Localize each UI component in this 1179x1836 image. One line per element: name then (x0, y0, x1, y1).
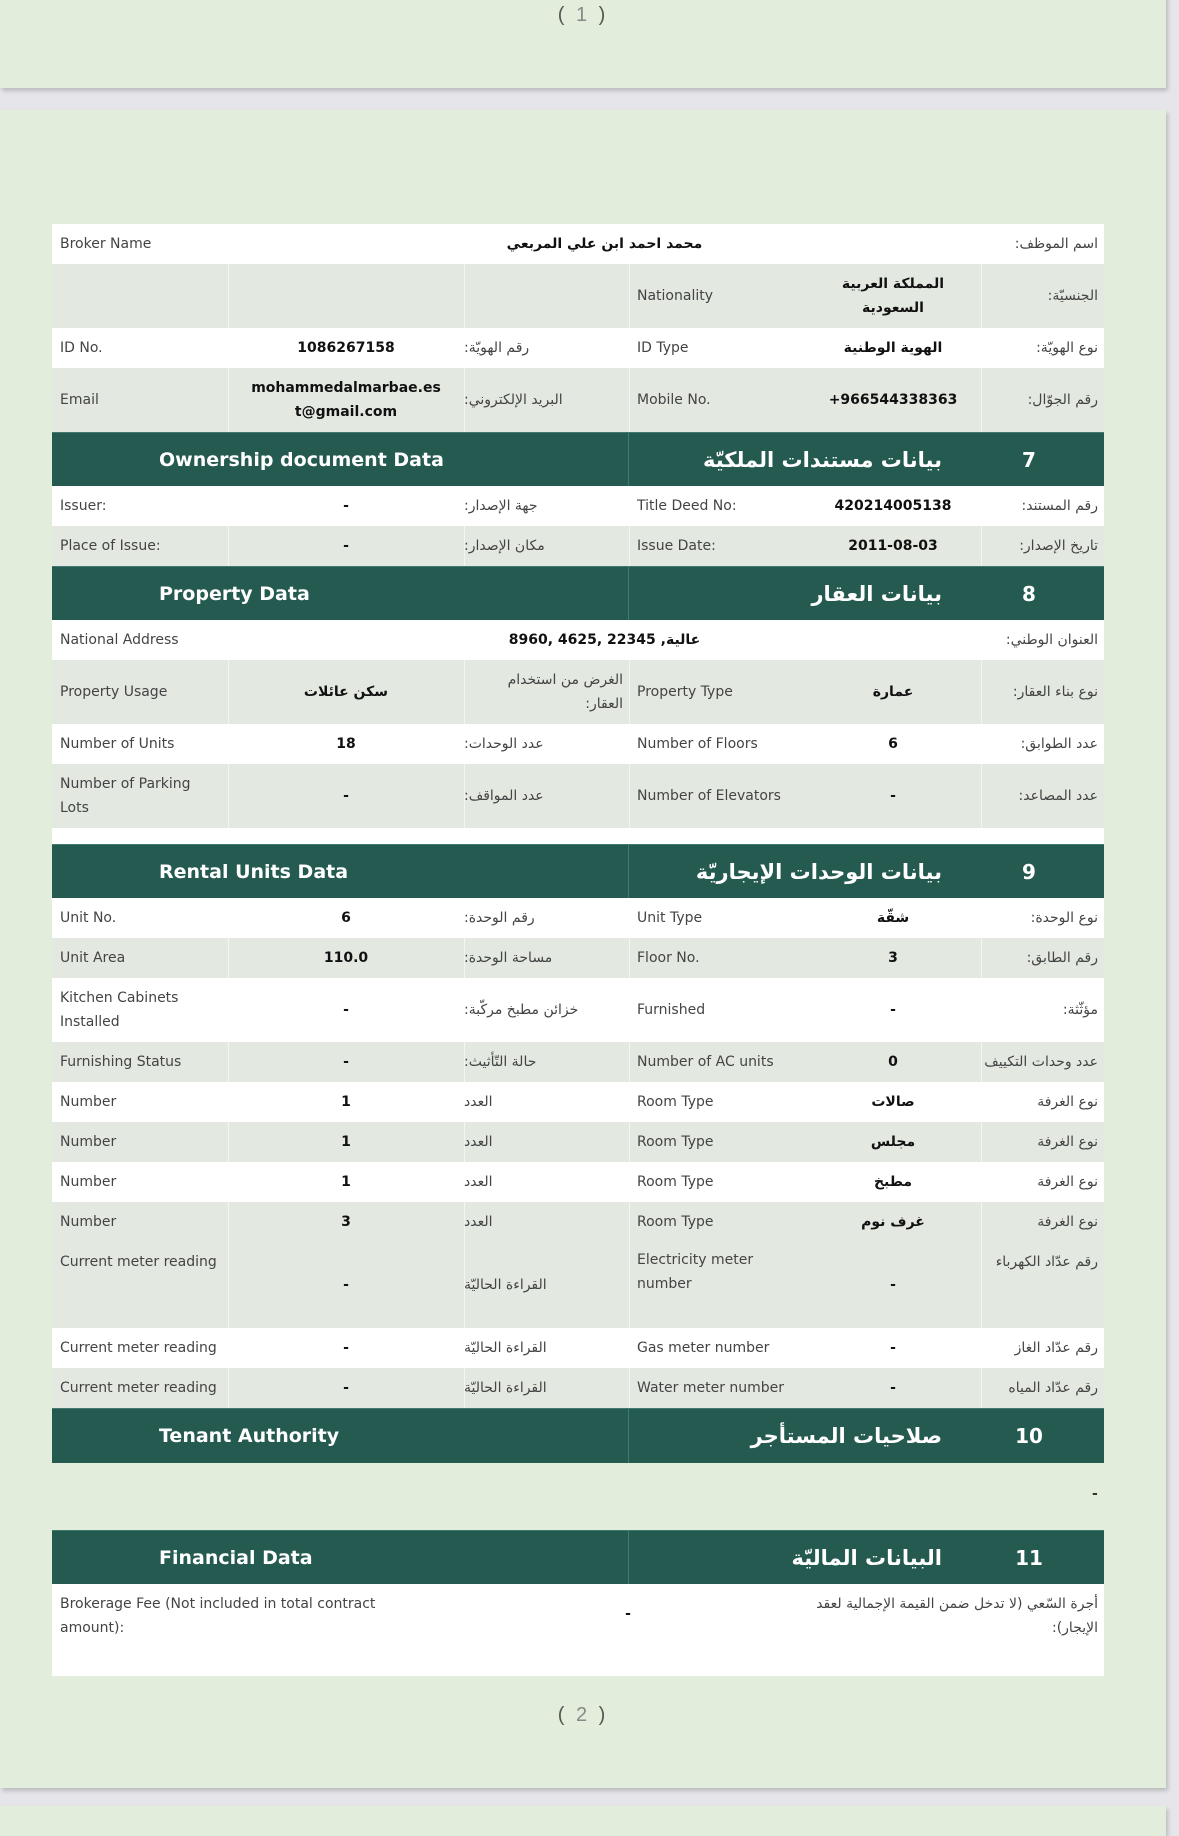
ac-label-en: Number of AC units (637, 1054, 774, 1070)
meter-row-electricity (52, 1242, 1104, 1328)
furnishing-label-ar: حالة التّأثيث: (464, 1054, 537, 1070)
property-section-number: 8 (1022, 582, 1036, 606)
room-type-label-en: Room Type (637, 1214, 714, 1230)
ac-value: 0 (888, 1054, 898, 1070)
water-reading-label-ar: القراءة الحاليّة (464, 1380, 547, 1396)
address-label-ar: العنوان الوطني: (1005, 632, 1098, 648)
issue-date-label-ar: تاريخ الإصدار: (1019, 538, 1098, 554)
unit-no-row (52, 898, 1104, 938)
room-number-label-ar: العدد (464, 1174, 493, 1190)
room-number-value: 1 (341, 1134, 351, 1150)
place-label-en: Place of Issue: (60, 538, 161, 554)
room-number-label-ar: العدد (464, 1214, 493, 1230)
property-type-label-en: Property Type (637, 684, 733, 700)
address-label-en: National Address (60, 632, 179, 648)
deed-value: 420214005138 (834, 498, 952, 514)
electricity-reading-value: - (343, 1277, 349, 1293)
unit-no-value: 6 (341, 910, 351, 926)
floors-label-en: Number of Floors (637, 736, 758, 752)
issuer-label-en: Issuer: (60, 498, 107, 514)
kitchen-row (52, 978, 1104, 1042)
room-type-label-en: Room Type (637, 1094, 714, 1110)
electricity-meter-label-en: Electricity meter number (637, 1252, 754, 1292)
mobile-value: +966544338363 (828, 392, 958, 408)
issuer-label-ar: جهة الإصدار: (464, 498, 538, 514)
broker-name-row (52, 224, 1104, 264)
page-number-1: ( 1 ) (557, 4, 609, 26)
room-type-label-ar: نوع الغرفة (1037, 1174, 1098, 1190)
nationality-label-ar: الجنسيّة: (1047, 288, 1098, 304)
ac-label-ar: عدد وحدات التكييف (984, 1054, 1098, 1070)
broker-name-label-en: Broker Name (60, 236, 152, 252)
units-label-en: Number of Units (60, 736, 175, 752)
id-type-label-en: ID Type (637, 340, 689, 356)
room-number-label-en: Number (60, 1134, 117, 1150)
room-row (52, 1082, 1104, 1122)
room-row (52, 1122, 1104, 1162)
room-type-value: غرف نوم (861, 1214, 925, 1230)
parking-label-en: Number of Parking Lots (60, 776, 191, 816)
elevators-value: - (890, 788, 896, 804)
email-label-en: Email (60, 392, 99, 408)
room-number-label-ar: العدد (464, 1094, 493, 1110)
room-number-label-ar: العدد (464, 1134, 493, 1150)
tenant-authority-value: - (1092, 1486, 1098, 1502)
rental-section-number: 9 (1022, 860, 1036, 884)
mobile-label-en: Mobile No. (637, 392, 711, 408)
gas-reading-label-ar: القراءة الحاليّة (464, 1340, 547, 1356)
section-header-rental (52, 844, 1104, 899)
usage-label-ar: الغرض من استخدام العقار: (507, 672, 623, 712)
id-type-label-ar: نوع الهويّة: (1036, 340, 1098, 356)
brokerage-fee-label-en: Brokerage Fee (Not included in total contract amount): (60, 1596, 376, 1636)
id-no-label-ar: رقم الهويّة: (464, 340, 530, 356)
spacer-row (52, 828, 1104, 844)
page-number-value: 2 (575, 1704, 591, 1726)
page-number-2: ( 2 ) (557, 1704, 609, 1726)
property-title-en: Property Data (159, 583, 310, 605)
furnished-label-ar: مؤثّثة: (1062, 1002, 1098, 1018)
electricity-meter-value: - (890, 1277, 896, 1293)
unit-no-label-en: Unit No. (60, 910, 117, 926)
email-value[interactable]: mohammedalmarbae.est@gmail.com (251, 380, 441, 420)
rental-title-en: Rental Units Data (159, 861, 349, 883)
property-title-ar: بيانات العقار (811, 582, 942, 606)
place-value: - (343, 538, 349, 554)
tenant-title-en: Tenant Authority (159, 1425, 340, 1447)
room-number-value: 1 (341, 1174, 351, 1190)
unit-type-value: شقّة (876, 910, 910, 926)
nationality-label-en: Nationality (637, 288, 714, 304)
room-number-label-en: Number (60, 1094, 117, 1110)
ownership-section-number: 7 (1022, 448, 1036, 472)
parking-row (52, 764, 1104, 828)
room-type-label-ar: نوع الغرفة (1037, 1134, 1098, 1150)
section-header-tenant (52, 1408, 1104, 1463)
room-type-value: مجلس (870, 1134, 916, 1150)
water-reading-value: - (343, 1380, 349, 1396)
place-row (52, 526, 1104, 566)
room-number-value: 1 (341, 1094, 351, 1110)
room-type-label-en: Room Type (637, 1134, 714, 1150)
ownership-title-en: Ownership document Data (159, 449, 444, 471)
id-no-label-en: ID No. (60, 340, 103, 356)
usage-value: سكن عائلات (303, 684, 389, 700)
brokerage-fee-label-ar: أجرة السّعي (لا تدخل ضمن القيمة الإجمالية لعقد الإيجار): (816, 1596, 1098, 1636)
mobile-label-ar: رقم الجوّال: (1027, 392, 1098, 408)
rental-title-ar: بيانات الوحدات الإيجاريّة (695, 860, 942, 884)
brokerage-fee-value: - (625, 1606, 631, 1622)
page-1 (0, 0, 1166, 88)
electricity-meter-label-ar: رقم عدّاد الكهرباء (995, 1254, 1098, 1270)
ownership-title-ar: بيانات مستندات الملكيّة (702, 448, 942, 472)
nationality-value: المملكة العربية السعودية (841, 276, 945, 316)
issuer-value: - (343, 498, 349, 514)
room-number-label-en: Number (60, 1214, 117, 1230)
contact-row (52, 368, 1104, 432)
units-label-ar: عدد الوحدات: (464, 736, 544, 752)
broker-name-value: محمد احمد ابن علي المربعي (506, 236, 703, 252)
gas-meter-label-en: Gas meter number (637, 1340, 770, 1356)
floors-value: 6 (888, 736, 898, 752)
id-type-value: الهوية الوطنية (843, 340, 943, 356)
tenant-section-number: 10 (1015, 1424, 1043, 1448)
room-number-value: 3 (341, 1214, 351, 1230)
furnishing-value: - (343, 1054, 349, 1070)
area-row (52, 938, 1104, 978)
units-value: 18 (336, 736, 356, 752)
nationality-row (52, 264, 1104, 328)
kitchen-label-en: Kitchen Cabinets Installed (60, 990, 179, 1030)
financial-title-en: Financial Data (159, 1547, 313, 1569)
gas-meter-label-ar: رقم عدّاد الغاز (1014, 1340, 1098, 1356)
unit-no-label-ar: رقم الوحدة: (464, 910, 535, 926)
room-type-label-en: Room Type (637, 1174, 714, 1190)
broker-name-label-ar: اسم الموظف: (1014, 236, 1098, 252)
water-reading-label-en: Current meter reading (60, 1380, 217, 1396)
section-header-financial (52, 1530, 1104, 1585)
email-label-ar: البريد الإلكتروني: (464, 392, 563, 408)
floor-label-ar: رقم الطابق: (1026, 950, 1098, 966)
page-2 (0, 110, 1166, 1788)
room-type-label-ar: نوع الغرفة (1037, 1214, 1098, 1230)
meter-row-gas (52, 1328, 1104, 1368)
place-label-ar: مكان الإصدار: (464, 538, 545, 554)
room-type-label-ar: نوع الغرفة (1037, 1094, 1098, 1110)
id-no-value: 1086267158 (297, 340, 395, 356)
section-header-property (52, 566, 1104, 621)
issue-date-label-en: Issue Date: (637, 538, 716, 554)
furnished-value: - (890, 1002, 896, 1018)
page-number-value: 1 (575, 4, 591, 26)
floor-value: 3 (888, 950, 898, 966)
area-label-ar: مساحة الوحدة: (464, 950, 553, 966)
unit-type-label-ar: نوع الوحدة: (1030, 910, 1098, 926)
room-type-value: صالات (871, 1094, 915, 1110)
water-meter-label-ar: رقم عدّاد المياه (1008, 1380, 1098, 1396)
room-number-label-en: Number (60, 1174, 117, 1190)
id-row (52, 328, 1104, 368)
furnishing-row (52, 1042, 1104, 1082)
kitchen-value: - (343, 1002, 349, 1018)
water-meter-label-en: Water meter number (637, 1380, 785, 1396)
meter-row-water (52, 1368, 1104, 1408)
area-label-en: Unit Area (60, 950, 126, 966)
parking-label-ar: عدد المواقف: (464, 788, 544, 804)
usage-row (52, 660, 1104, 724)
page-3 (0, 1806, 1166, 1836)
deed-label-en: Title Deed No: (637, 498, 737, 514)
tenant-title-ar: صلاحيات المستأجر (750, 1424, 942, 1448)
furnishing-label-en: Furnishing Status (60, 1054, 182, 1070)
electricity-reading-label-ar: القراءة الحاليّة (464, 1277, 547, 1293)
room-type-value: مطبخ (873, 1174, 913, 1190)
issue-date-value: 2011-08-03 (848, 538, 938, 554)
brokerage-fee-row (52, 1584, 1104, 1676)
kitchen-label-ar: خزائن مطبخ مركّبة: (464, 1002, 579, 1018)
room-row (52, 1202, 1104, 1242)
electricity-reading-label-en: Current meter reading (60, 1254, 217, 1270)
gas-reading-label-en: Current meter reading (60, 1340, 217, 1356)
water-meter-value: - (890, 1380, 896, 1396)
units-row (52, 724, 1104, 764)
elevators-label-en: Number of Elevators (637, 788, 781, 804)
room-row (52, 1162, 1104, 1202)
address-value: 8960, 4625, 22345 ,عالية (508, 632, 701, 648)
area-value: 110.0 (323, 950, 369, 966)
gas-meter-value: - (890, 1340, 896, 1356)
unit-type-label-en: Unit Type (637, 910, 703, 926)
floor-label-en: Floor No. (637, 950, 700, 966)
parking-value: - (343, 788, 349, 804)
property-type-label-ar: نوع بناء العقار: (1012, 684, 1098, 700)
elevators-label-ar: عدد المصاعد: (1018, 788, 1098, 804)
issuer-row (52, 486, 1104, 526)
section-header-ownership (52, 432, 1104, 487)
furnished-label-en: Furnished (637, 1002, 706, 1018)
property-type-value: عمارة (872, 684, 914, 700)
usage-label-en: Property Usage (60, 684, 168, 700)
floors-label-ar: عدد الطوابق: (1020, 736, 1098, 752)
gas-reading-value: - (343, 1340, 349, 1356)
financial-title-ar: البيانات الماليّة (791, 1546, 942, 1570)
deed-label-ar: رقم المستند: (1021, 498, 1098, 514)
address-row (52, 620, 1104, 660)
financial-section-number: 11 (1015, 1546, 1043, 1570)
